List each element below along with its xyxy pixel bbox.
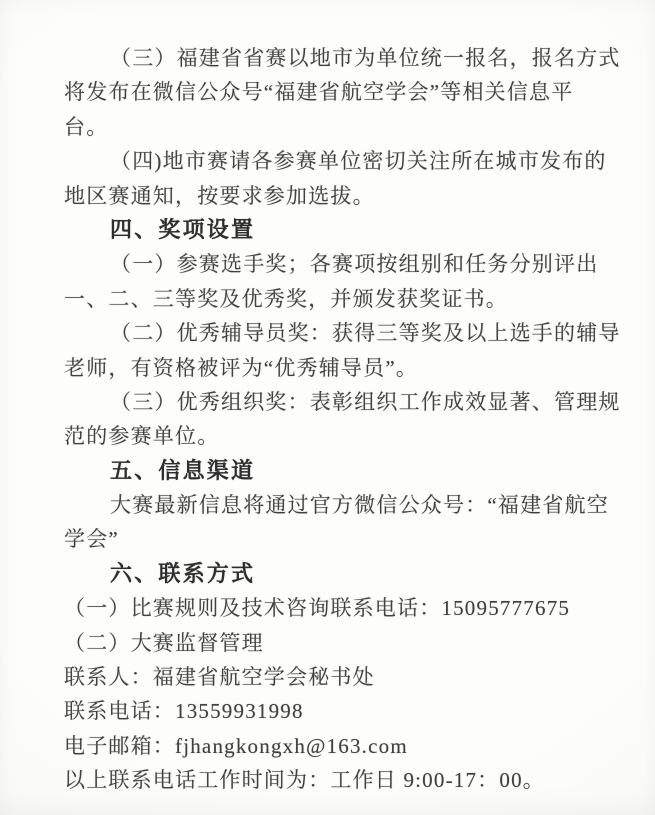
paragraph-info-channel (64, 488, 609, 557)
working-hours-line (64, 763, 605, 797)
section-heading-text: 六、联系方式 (110, 560, 256, 586)
contact-rules-phone-line (64, 591, 605, 625)
document-line: （三）福建省省赛以地市为单位统一报名，报名方式 (110, 46, 621, 70)
document-line: 老师，有资格被评为“优秀辅导员”。 (64, 355, 419, 380)
contact-supervision-line (64, 626, 605, 660)
section-heading-text: 四、奖项设置 (110, 216, 256, 242)
document-line: （一）参赛选手奖；各赛项按组别和任务分别评出 (110, 252, 599, 277)
document-line: 联系电话：13559931998 (64, 699, 304, 724)
document-line: 学会” (64, 527, 119, 552)
document-line: 台。 (64, 114, 109, 139)
document-line: （一）比赛规则及技术咨询联系电话：15095777675 (64, 596, 571, 621)
document-line: 大赛最新信息将通过官方微信公众号：“福建省航空 (110, 493, 609, 518)
document-line: 范的参赛单位。 (64, 424, 220, 449)
section-heading-text: 五、信息渠道 (110, 457, 256, 483)
document-line: （三）优秀组织奖：表彰组织工作成效显著、管理规 (110, 389, 621, 414)
document-line: 一、二、三等奖及优秀奖，并颁发获奖证书。 (64, 286, 508, 311)
document-line: （四)地市赛请各参赛单位密切关注所在城市发布的 (110, 149, 607, 174)
contact-phone-line (64, 694, 605, 728)
section-heading-info-channel (64, 454, 605, 488)
document-line: 将发布在微信公众号“福建省航空学会”等相关信息平 (64, 80, 574, 105)
paragraph-provincial-registration (64, 41, 621, 144)
document-line: 联系人：福建省航空学会秘书处 (64, 665, 375, 690)
paragraph-city-competition-notice (64, 144, 605, 213)
document-line: （二）大赛监督管理 (64, 630, 264, 655)
paragraph-award-tutor (64, 316, 621, 385)
document-line: 地区赛通知，按要求参加选拔。 (64, 183, 375, 208)
document-line: （二）优秀辅导员奖：获得三等奖及以上选手的辅导 (110, 321, 621, 346)
document-line: 电子邮箱：fjhangkongxh@163.com (64, 733, 408, 758)
section-heading-contact (64, 557, 605, 591)
section-heading-awards (64, 213, 605, 247)
paragraph-award-contestant (64, 247, 605, 316)
contact-email-line (64, 729, 605, 763)
contact-person-line (64, 660, 605, 694)
paragraph-award-organization (64, 385, 621, 454)
document-line: 以上联系电话工作时间为：工作日 9:00-17：00。 (64, 768, 545, 793)
